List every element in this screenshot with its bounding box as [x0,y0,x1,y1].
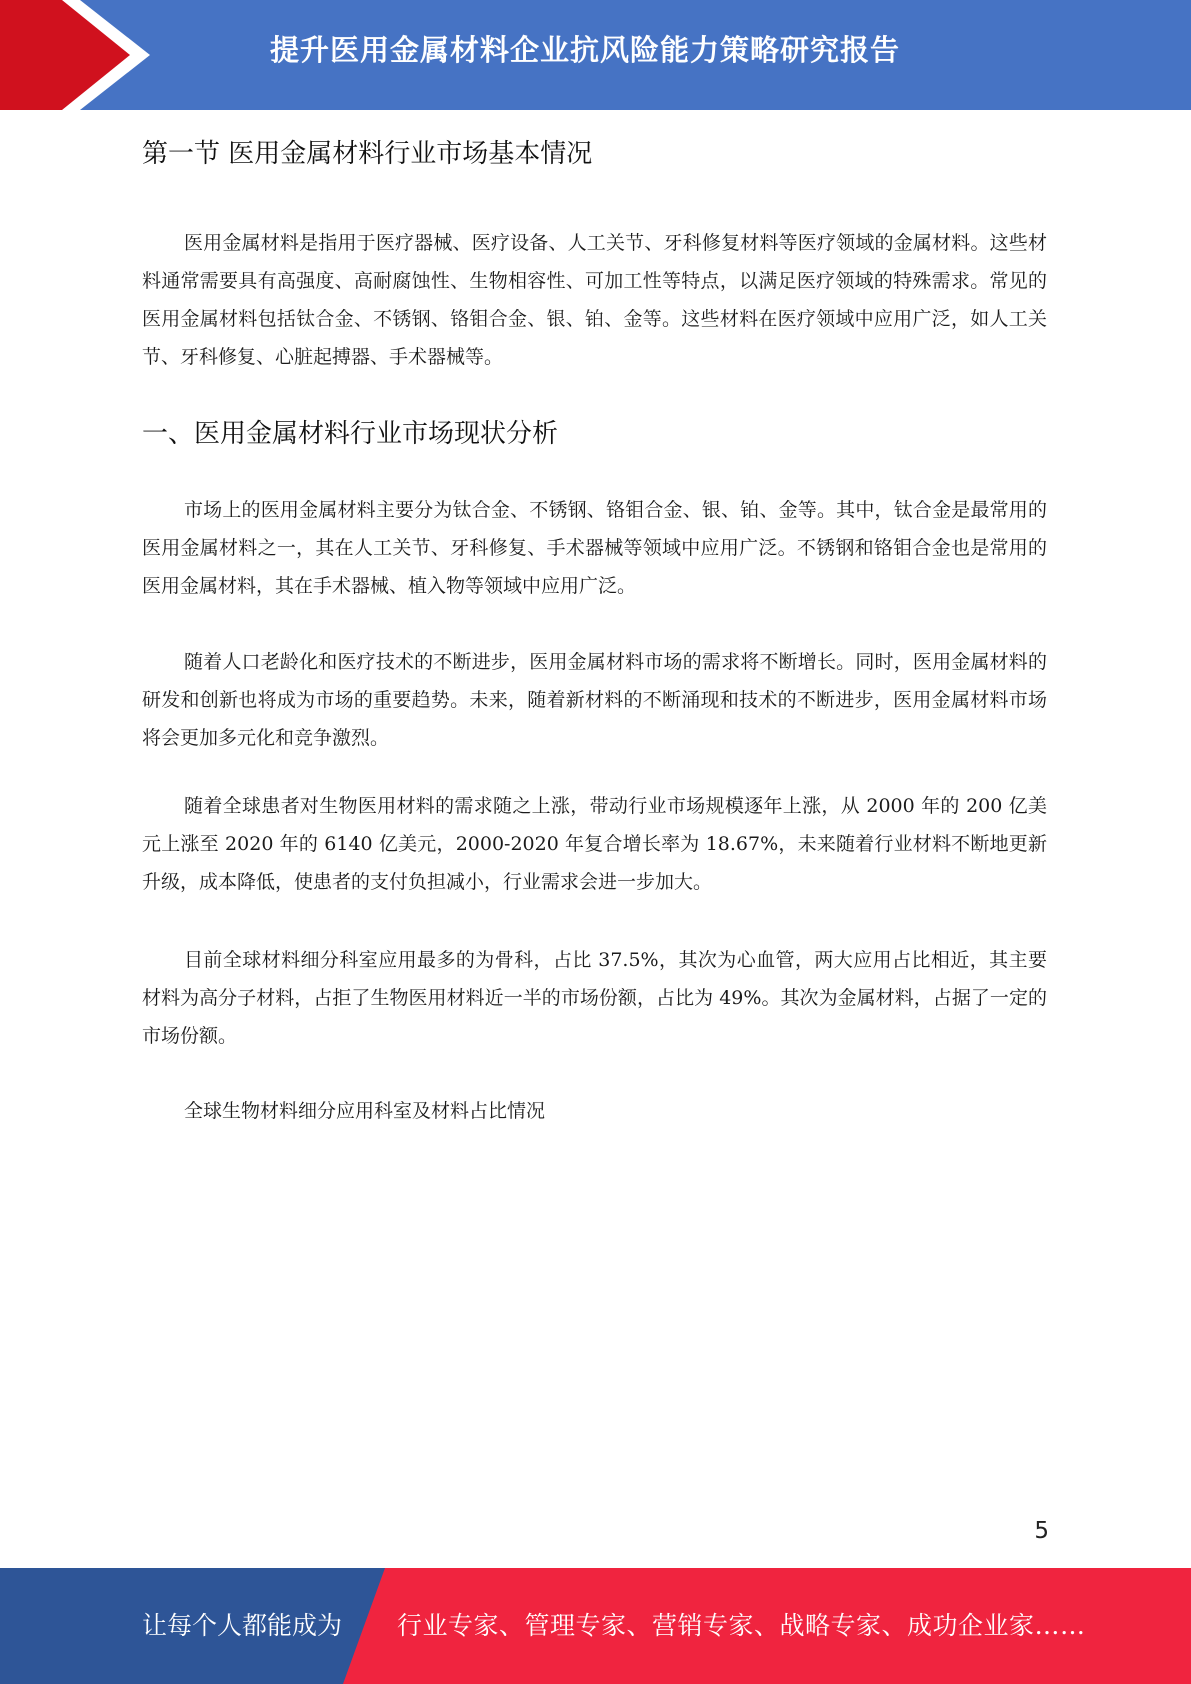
body-paragraph: 市场上的医用金属材料主要分为钛合金、不锈钢、铬钼合金、银、铂、金等。其中，钛合金是最常用的医用金属材料之一，其在人工关节、牙科修复、手术器械等领域中应用广泛。不锈钢和铬钼合金也是常用的医用金属材料，其在手术器械、植入物等领域中应用广泛。 [142,499,1047,597]
report-title: 提升医用金属材料企业抗风险能力策略研究报告 [270,33,901,67]
page-number: 5 [1034,1518,1049,1544]
page-header [0,0,1191,110]
section-heading: 第一节 医用金属材料行业市场基本情况 [142,139,593,169]
body-paragraph: 随着人口老龄化和医疗技术的不断进步，医用金属材料市场的需求将不断增长。同时，医用金属材料的研发和创新也将成为市场的重要趋势。未来，随着新材料的不断涌现和技术的不断进步，医用金属材料市场将会更加多元化和竞争激烈。 [142,651,1047,749]
footer-slogan-left: 让每个人都能成为 [142,1611,343,1640]
footer-slogan-right: 行业专家、管理专家、营销专家、战略专家、成功企业家…… [397,1611,1086,1640]
body-paragraph: 随着全球患者对生物医用材料的需求随之上涨，带动行业市场规模逐年上涨，从 2000 年的 200 亿美元上涨至 2020 年的 6140 亿美元，2000-2020 年复合增长率为 18.67%，未来随着行业材料不断地更新升级，成本降低，使患者的支付负担减小，行业需求会进一步加大。 [142,795,1047,893]
page-footer [0,1568,1191,1684]
subsection-heading: 一、医用金属材料行业市场现状分析 [142,419,559,449]
intro-paragraph: 医用金属材料是指用于医疗器械、医疗设备、人工关节、牙科修复材料等医疗领域的金属材料。这些材料通常需要具有高强度、高耐腐蚀性、生物相容性、可加工性等特点，以满足医疗领域的特殊需求。常见的医用金属材料包括钛合金、不锈钢、铬钼合金、银、铂、金等。这些材料在医疗领域中应用广泛，如人工关节、牙科修复、心脏起搏器、手术器械等。 [142,232,1047,368]
body-paragraph: 目前全球材料细分科室应用最多的为骨科，占比 37.5%，其次为心血管，两大应用占比相近，其主要材料为高分子材料，占拒了生物医用材料近一半的市场份额，占比为 49%。其次为金属材料，占据了一定的市场份额。 [142,949,1047,1047]
figure-caption: 全球生物材料细分应用科室及材料占比情况 [184,1100,546,1122]
